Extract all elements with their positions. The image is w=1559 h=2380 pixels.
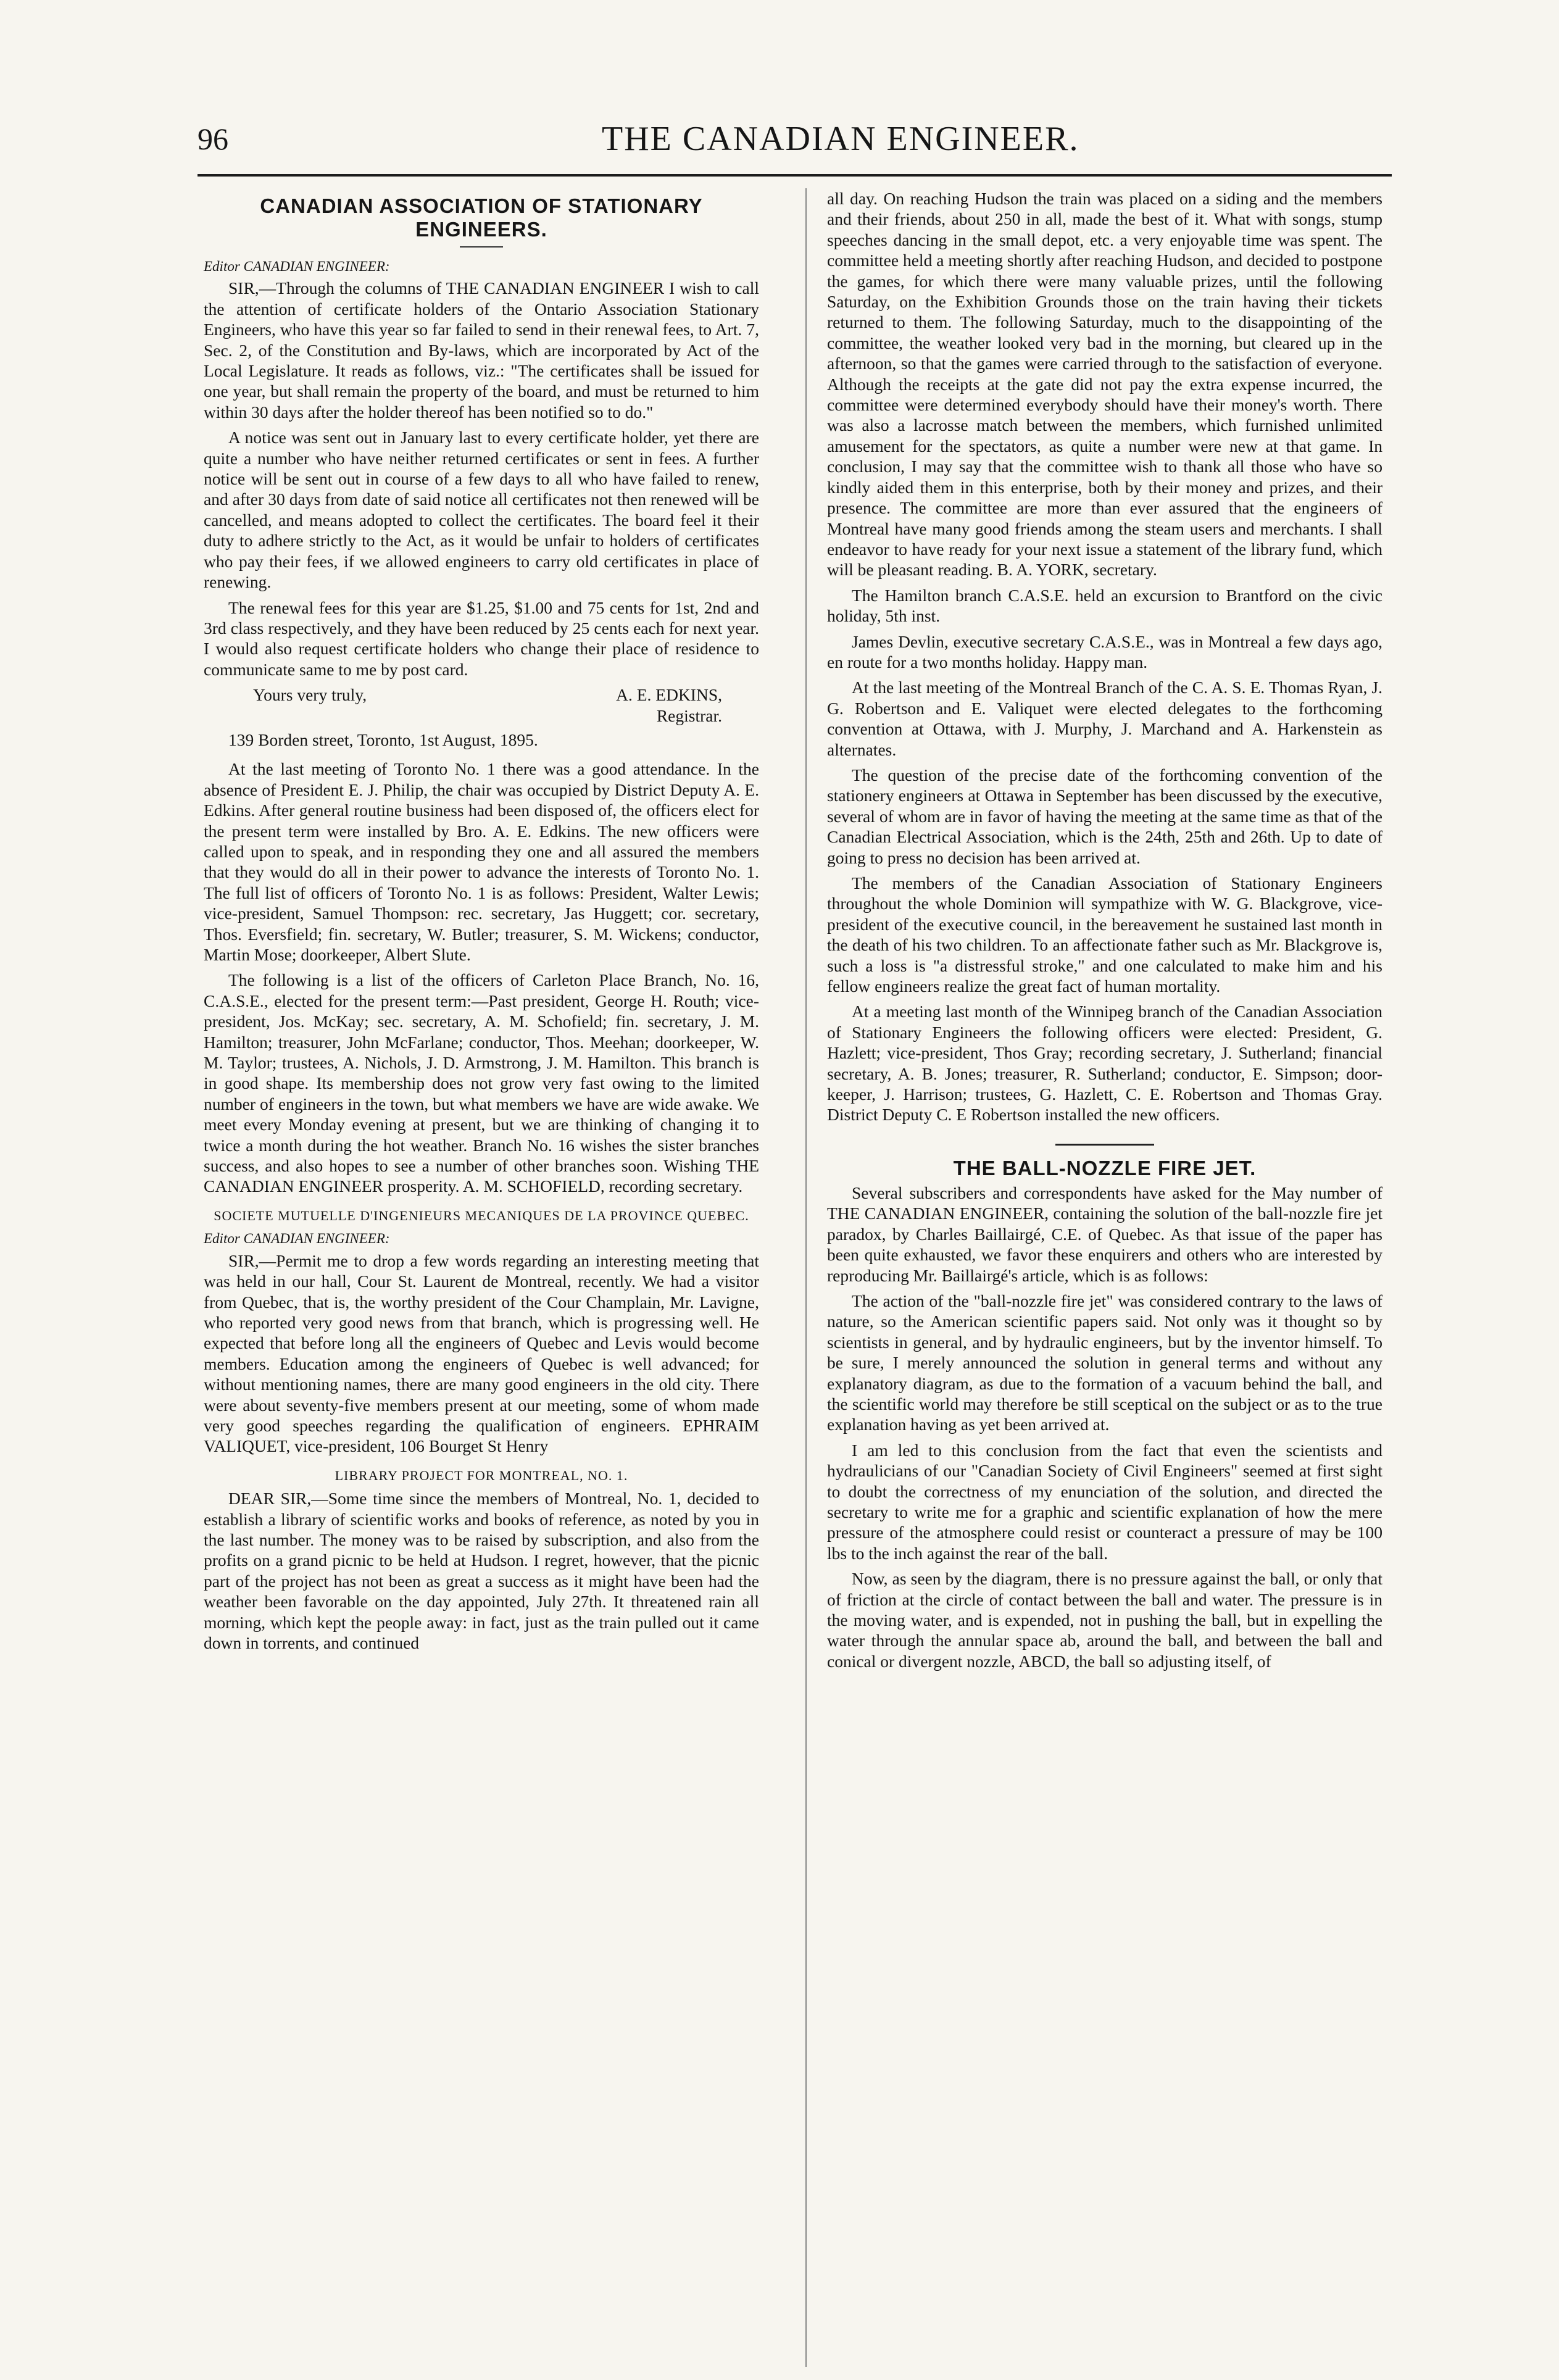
news-paragraph: The question of the precise date of the forthcoming convention of the stationery engineers at Ottawa in September has been discussed by the executive, several of whom are in favor of having the meeting at the same time as that of the Canadian Electrical Association, which is the 24th, 25th and 26th. Up to date of going to press no decision has been arrived at. (827, 765, 1382, 867)
letter-paragraph: A notice was sent out in January last to every certificate holder, yet there are quite a number who have neither returned certificates or sent in fees. A further notice will be sent out in course of a few days to all who have failed to renew, and after 30 days from date of said notice all certificates not then renewed will be cancelled, and means adopted to collect the certificates. The board feel it their duty to adhere strictly to the Act, as it would be unfair to holders of certificates who pay their fees, if we allowed engineers to carry old certificates in place of renewing. (204, 428, 759, 592)
journal-title: THE CANADIAN ENGINEER. (602, 120, 1079, 158)
header-rule (197, 174, 1392, 177)
report-paragraph: The following is a list of the officers of Carleton Place Branch, No. 16, C.A.S.E., elected for the present term:—Past president, George H. Routh; vice-president, Jos. McKay; sec. secretary, A. M. Schofield; fin. secretary, J. M. Hamilton; treasurer, John McFarlane; conductor, Thos. Meehan; doorkeeper, W. M. Taylor; trustees, A. Nichols, J. D. Armstrong, J. M. Hamilton. This branch is in good shape. Its membership does not grow very fast owing to the limited number of engineers in the town, but what members we have are wide awake. We meet every Monday evening at present, but we are thinking of changing it to twice a month during the hot weather. Branch No. 16 wishes the sister branches success, and also hopes to see a number of other branches soon. Wishing THE CANADIAN ENGINEER prosperity. A. M. SCHOFIELD, recording secretary. (204, 970, 759, 1196)
letter-salutation: Editor CANADIAN ENGINEER: (204, 259, 390, 274)
library-paragraph: DEAR SIR,—Some time since the members of Montreal, No. 1, decided to establish a library of scientific works and books of reference, as noted by you in the last number. The money was to be raised by subscription, and also from the profits on a grand picnic to be held at Hudson. I regret, however, that the picnic part of the project has not been as great a success as it might have been had the weather been favorable on the day appointed, July 27th. It threatened rain all morning, which kept the people away: in fact, just as the train pulled out it came down in torrents, and continued (204, 1489, 759, 1652)
page-header (197, 120, 1392, 167)
article-paragraph: Several subscribers and correspondents have asked for the May number of THE CANADIAN ENGINEER, containing the solution of the ball-nozzle fire jet paradox, by Charles Baillairgé, C.E. of Quebec. As that issue of the paper has been quite exhausted, we favor these enquirers and others who are interested by reproducing Mr. Baillairgé's article, which is as follows: (827, 1183, 1382, 1285)
news-paragraph: The Hamilton branch C.A.S.E. held an excursion to Brantford on the civic holiday, 5th inst. (827, 585, 1382, 626)
column-divider (805, 188, 807, 2367)
news-paragraph: At the last meeting of the Montreal Branch of the C. A. S. E. Thomas Ryan, J. G. Robertson and E. Valiquet were elected delegates to the forthcoming convention at Ottawa, with J. Murphy, J. Marchand and A. Harkenstein as alternates. (827, 678, 1382, 759)
societe-salutation: Editor CANADIAN ENGINEER: (204, 1231, 390, 1247)
article-title-case: CANADIAN ASSOCIATION OF STATIONARY ENGINEERS. (260, 194, 703, 241)
report-paragraph: At the last meeting of Toronto No. 1 there was a good attendance. In the absence of President E. J. Philip, the chair was occupied by District Deputy A. E. Edkins. After general routine business had been disposed of, the officers elect for the present term were installed by Bro. A. E. Edkins. The new officers were called upon to speak, and in responding they one and all assured the members that they would do all in their power to advance the interests of Toronto No. 1. The full list of officers of Toronto No. 1 is as follows: President, Walter Lewis; vice-president, Samuel Thompson: rec. secretary, Jas Huggett; cor. secretary, Thos. Eversfield; fin. secretary, W. Butler; treasurer, S. M. Wickens; conductor, Martin Mose; doorkeeper, Albert Slute. (204, 759, 759, 964)
signer-title: Registrar. (656, 705, 722, 725)
letter-address-date: 139 Borden street, Toronto, 1st August, 1895. (228, 730, 538, 749)
left-column (204, 188, 759, 1658)
letter-signature-line (204, 684, 759, 705)
letter-signer: A. E. EDKINS, (616, 685, 722, 705)
article-paragraph: The action of the "ball-nozzle fire jet" was considered contrary to the laws of nature, so the American scientific papers said. Not only was it thought so by scientists in general, and by hydraulic engineers, but by the inventor himself. To be sure, I merely announced the solution in general terms and without any explanatory diagram, as due to the formation of a vacuum behind the ball, and the scientific world may therefore be still sceptical on the subject or as to the true explanation having as yet been arrived at. (827, 1291, 1382, 1434)
section-rule (1055, 1144, 1154, 1146)
page-number: 96 (197, 122, 228, 156)
right-column (827, 188, 1382, 1676)
letter-paragraph: SIR,—Through the columns of THE CANADIAN ENGINEER I wish to call the attention of certificate holders of the Ontario Association Stationary Engineers, who have this year so far failed to send in their renewal fees, to Art. 7, Sec. 2, of the Constitution and By-laws, which are incorporated by Act of the Local Legislature. It reads as follows, viz.: "The certificates shall be issued for one year, but shall remain the property of the board, and must be returned to him within 30 days after the holder thereof has been notified so to do." (204, 278, 759, 422)
library-heading: LIBRARY PROJECT FOR MONTREAL, NO. 1. (335, 1467, 628, 1483)
news-paragraph: James Devlin, executive secretary C.A.S.E., was in Montreal a few days ago, en route for a two months holiday. Happy man. (827, 631, 1382, 672)
societe-heading: SOCIETE MUTUELLE D'INGENIEURS MECANIQUES DE LA PROVINCE QUEBEC. (214, 1207, 749, 1223)
letter-closing: Yours very truly, (253, 685, 367, 705)
letter-paragraph: The renewal fees for this year are $1.25, $1.00 and 75 cents for 1st, 2nd and 3rd class respectively, and they have been reduced by 25 cents each for next year. I would also request certificate holders who change their place of residence to communicate same to me by post card. (204, 597, 759, 679)
societe-paragraph: SIR,—Permit me to drop a few words regarding an interesting meeting that was held in our hall, Cour St. Laurent de Montreal, recently. We had a visitor from Quebec, that is, the worthy president of the Cour Champlain, Mr. Lavigne, who reported very good news from that branch, which is progressing well. He expected that before long all the engineers of Quebec and Levis would become members. Education among the engineers of Quebec is well advanced; for without mentioning names, there are many good engineers in the old city. There were about seventy-five members present at our meeting, some of whom made very good speeches regarding the qualification of engineers. EPHRAIM VALIQUET, vice-president, 106 Bourget St Henry (204, 1250, 759, 1456)
news-paragraph: At a meeting last month of the Winnipeg branch of the Canadian Association of Stationary Engineers the following officers were elected: President, G. Hazlett; vice-president, Thos Gray; recording secretary, J. Sutherland; financial secretary, A. B. Jones; treasurer, R. Sutherland; conductor, E. Simpson; door-keeper, J. Harrison; trustees, G. Hazlett, C. E. Robertson and Thomas Gray. District Deputy C. E Robertson installed the new officers. (827, 1002, 1382, 1125)
article-title-ball-nozzle: THE BALL-NOZZLE FIRE JET. (953, 1156, 1257, 1180)
news-paragraph: The members of the Canadian Association of Stationary Engineers throughout the whole Dominion will sympathize with W. G. Blackgrove, vice-president of the executive council, in the bereavement he sustained last month in the death of his two children. To an affectionate father such as Mr. Blackgrove is, such a loss is "a distressful stroke," and one calculated to make him and his fellow engineers realize the great fact of human mortality. (827, 873, 1382, 996)
library-paragraph-continued: all day. On reaching Hudson the train was placed on a siding and the members and their friends, about 250 in all, made the best of it. What with songs, stump speeches dancing in the small depot, etc. a very enjoyable time was spent. The committee held a meeting shortly after reaching Hudson, and decided to postpone the games, for which there were many valuable prizes, until the following Saturday, on the Exhibition Grounds those on the train having their tickets returned to them. The following Saturday, much to the disappointing of the committee, the weather looked very bad in the morning, but cleared up in the afternoon, so that the games were carried through to the satisfaction of everyone. Although the receipts at the gate did not pay the extra expense incurred, the committee were determined everybody should have their money's worth. There was also a lacrosse match between the members, which furnished unlimited amusement for the spectators, as quite a number were new at that game. In conclusion, I may say that the committee wish to thank all those who have so kindly aided them in this enterprise, both by their money and prizes, and their presence. The committee are more than ever assured that the engineers of Montreal have many good friends among the steam users and merchants. I shall endeavor to have ready for your next issue a statement of the library fund, which will be pleasant reading. B. A. YORK, secretary. (827, 189, 1382, 580)
title-rule (460, 246, 503, 248)
article-paragraph: I am led to this conclusion from the fact that even the scientists and hydraulicians of our "Canadian Society of Civil Engineers" seemed at first sight to doubt the correctness of my enunciation of the solution, and directed the secretary to write me for a graphic and scientific explanation of how the mere pressure of the atmosphere could resist or counteract a pressure of may be 100 lbs to the inch against the rear of the ball. (827, 1440, 1382, 1563)
article-paragraph: Now, as seen by the diagram, there is no pressure against the ball, or only that of friction at the circle of contact between the ball and water. The pressure is in the moving water, and is expended, not in pushing the ball, but in expelling the water through the annular space ab, around the ball, and between the ball and conical or divergent nozzle, ABCD, the ball so adjusting itself, of (827, 1569, 1382, 1671)
